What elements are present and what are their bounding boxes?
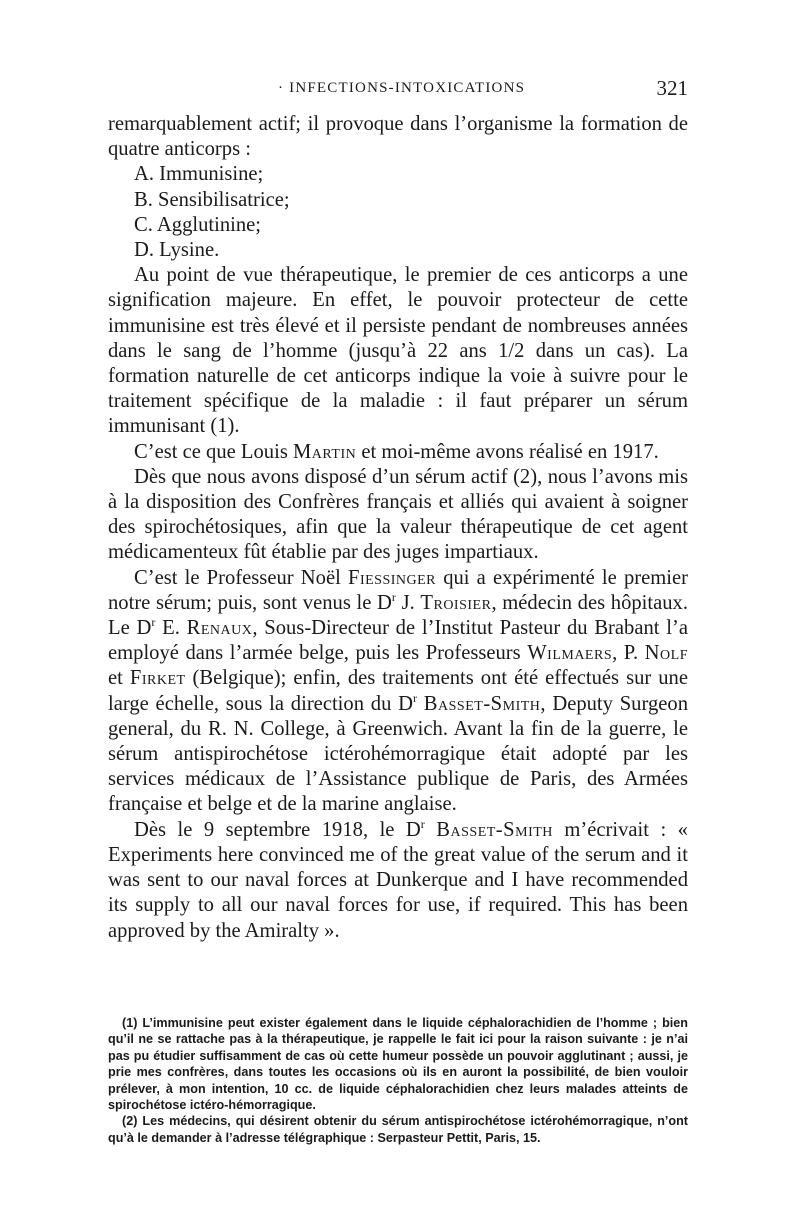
list-item-agglutinine: C. Agglutinine; [134, 213, 262, 236]
author-name-martin: Martin [293, 440, 357, 463]
footnote-2: (2) Les médecins, qui désirent obtenir du sérum antispirochétose ictérohémorragique, n’ont qu’à le demander à l’adresse télégraphique : Serpasteur Pettit, Paris, 15. [108, 1114, 688, 1145]
footnote-1: (1) L’immunisine peut exister également dans le liquide céphalorachidien de l’homme ; bien qu’il ne se rattache pas à la thérapeutique, je rappelle le fait ici pour la raison suivante : je n’ai pas pu étudier suffisamment de cas où cette humeur possède un pouvoir agglutinant ; aussi, je prie mes confrères, dans toutes les occasions où ils en auront la possibilité, de bien vouloir prélever, à mon intention, 10 cc. de liquide céphalorachidien chez leurs malades atteints de spirochétose ictéro-hémorragique. [108, 1016, 688, 1113]
paragraph-4: Dès que nous avons disposé d’un sérum actif (2), nous l’avons mis à la disposition des Confrères français et alliés qui avaient à soigner des spirochétosiques, afin que la valeur thérapeutique de cet agent médicamenteux fût établie par des juges impartiaux. [108, 465, 688, 564]
list-item-sensibilisatrice: B. Sensibilisatrice; [134, 188, 290, 211]
text-run: C’est ce que Louis [134, 440, 293, 463]
text-run: (Belgique); enfin, des traitements ont été effectués sur une large échelle, sous la direction du D [108, 667, 688, 715]
doctor-superscript: r [391, 590, 396, 604]
text-run: qui a expérimenté le premier notre sérum; puis, sont venus le D [108, 566, 689, 614]
text-run: m’écrivait : « Experiments here convinced me of the great value of the serum and it was sent to our naval forces at Dunkerque and I have recommended its supply to all our naval forces for use, if required. This has been approved by the Amiralty ». [108, 818, 688, 942]
text-run: et [108, 667, 130, 690]
text-run: E. [155, 617, 187, 640]
name-basset-smith: Basset-Smith [436, 818, 553, 841]
paragraph-5 [108, 566, 688, 818]
name-firket: Firket [129, 667, 186, 690]
paragraph-2: Au point de vue thérapeutique, le premier de ces anticorps a une signification majeure. En effet, le pouvoir protecteur de cette immunisine est très élevé et il persiste pendant de nombreuses années dans le sang de l’homme (jusqu’à 22 ans 1/2 dans un cas). La formation naturelle de cet anticorps indique la voie à suivre pour le traitement spécifique de la maladie : il faut préparer un sérum immunisant (1). [108, 264, 688, 438]
text-run: Dès le 9 septembre 1918, le D [134, 818, 421, 841]
name-renaux: Renaux [186, 617, 253, 640]
doctor-superscript: r [420, 816, 425, 831]
main-text [108, 112, 688, 944]
name-nolf: Nolf [644, 642, 688, 665]
name-wilmaers: Wilmaers [527, 642, 613, 665]
text-run: C’est le Professeur Noël [134, 566, 348, 589]
text-run: et moi-même avons réalisé en 1917. [356, 440, 659, 463]
running-head: · INFECTIONS-INTOXICATIONS [278, 80, 526, 96]
text-run: , Deputy Surgeon general, du R. N. College, à Greenwich. Avant la fin de la guerre, le sérum antispirochétose ictérohémorragique était adopté par les services médicaux de l’Assistance publique de Paris, des Armées française et belge et de la marine anglaise. [108, 692, 688, 816]
text-run: , P. [612, 642, 645, 665]
text-run: , Sous-Directeur de l’Institut Pasteur du Brabant l’a employé dans l’armée belge, puis les Professeurs [108, 617, 688, 665]
paragraph-3 [108, 440, 688, 465]
name-basset-smith: Basset-Smith [423, 692, 541, 715]
text-run: J. [395, 591, 421, 614]
page-header [108, 76, 688, 102]
list-item-lysine: D. Lysine. [134, 239, 220, 262]
name-fiessinger: Fiessinger [348, 566, 437, 589]
text-run [417, 693, 424, 715]
paragraph-1: remarquablement actif; il provoque dans l’organisme la formation de quatre anticorps : [108, 113, 688, 161]
doctor-superscript: r [413, 690, 418, 705]
page-number: 321 [656, 76, 688, 100]
name-troisier: Troisier [420, 591, 492, 614]
doctor-superscript: r [151, 615, 156, 630]
footnotes [108, 1015, 688, 1146]
text-run [425, 819, 436, 841]
list-item-immunisine: A. Immunisine; [134, 163, 264, 186]
text-run: , médecin des hôpitaux. Le D [108, 591, 688, 640]
paragraph-6 [108, 818, 688, 944]
